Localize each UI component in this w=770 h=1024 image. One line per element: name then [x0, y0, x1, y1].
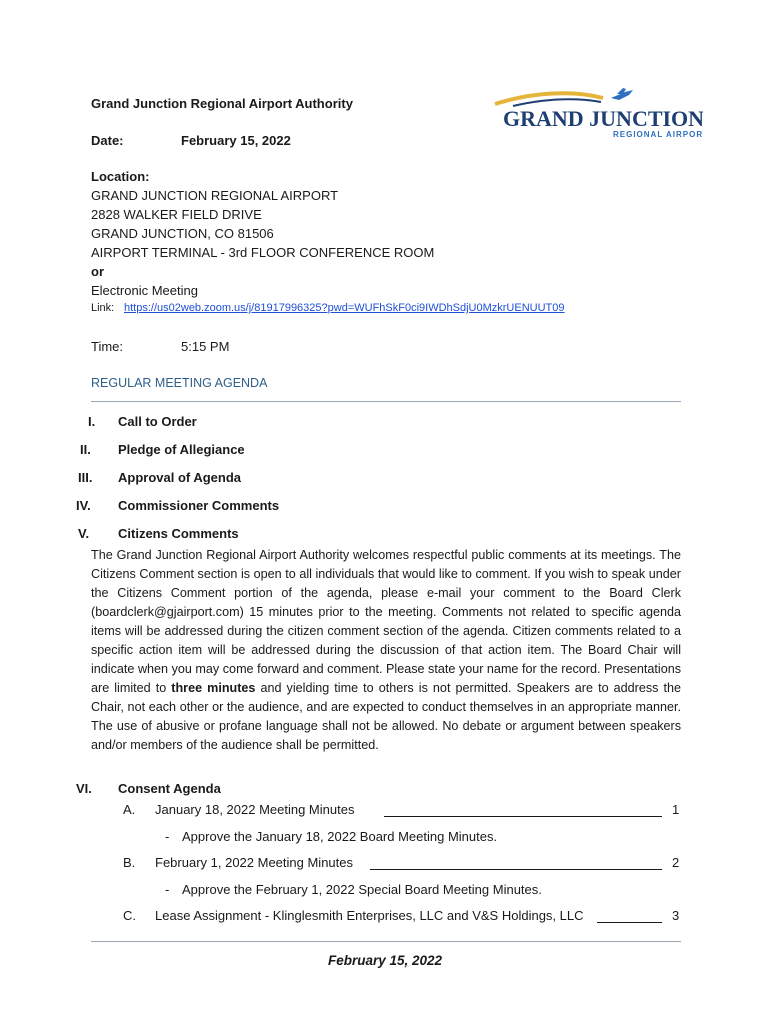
item-4-label: Commissioner Comments: [118, 498, 280, 513]
item-2-label: Pledge of Allegiance: [118, 442, 245, 457]
time-label: Time:: [91, 339, 124, 354]
zoom-meeting-link[interactable]: https://us02web.zoom.us/j/81917996325?pwd=WUFhSkF0ci9IWDhSdjU0MzkrUENUUT09: [124, 302, 565, 314]
item-3-number: III.: [78, 470, 93, 485]
subitem-b-page: 2: [672, 855, 680, 870]
link-label: Link:: [91, 302, 115, 314]
item-2-number: II.: [80, 442, 91, 457]
agenda-title: REGULAR MEETING AGENDA: [91, 376, 268, 390]
item-6-number: VI.: [76, 781, 92, 796]
organization-name: Grand Junction Regional Airport Authority: [91, 96, 353, 111]
citizens-comments-text: [91, 546, 681, 754]
subitem-b-letter: B.: [123, 855, 136, 870]
grand-junction-logo: [493, 86, 703, 140]
location-or: or: [91, 264, 104, 279]
location-line-2: 2828 WALKER FIELD DRIVE: [91, 207, 262, 222]
subitem-b-leader: [370, 869, 662, 870]
subitem-c-leader: [597, 922, 662, 923]
subitem-b-dash: -: [165, 882, 170, 897]
subitem-a-dash: -: [165, 829, 170, 844]
item-6-label: Consent Agenda: [118, 781, 221, 796]
item-1-label: Call to Order: [118, 414, 197, 429]
time-value: 5:15 PM: [181, 339, 230, 354]
subitem-a-note: Approve the January 18, 2022 Board Meeting Minutes.: [182, 829, 498, 844]
item-3-label: Approval of Agenda: [118, 470, 242, 485]
subitem-b-text: February 1, 2022 Meeting Minutes: [155, 855, 353, 870]
subitem-a-letter: A.: [123, 802, 136, 817]
location-line-3: GRAND JUNCTION, CO 81506: [91, 226, 274, 241]
subitem-a-page: 1: [672, 802, 680, 817]
item-5-number: V.: [78, 526, 90, 541]
subitem-a-leader: [384, 816, 662, 817]
item-1-number: I.: [88, 414, 96, 429]
location-line-4: AIRPORT TERMINAL - 3rd FLOOR CONFERENCE ROOM: [91, 245, 435, 260]
logo-line-2: REGIONAL AIRPORT: [613, 130, 703, 139]
footer-date: February 15, 2022: [327, 953, 443, 968]
subitem-a-text: January 18, 2022 Meeting Minutes: [155, 802, 355, 817]
location-label: Location:: [91, 169, 150, 184]
location-line-1: GRAND JUNCTION REGIONAL AIRPORT: [91, 188, 339, 203]
logo-line-1: GRAND JUNCTION: [503, 106, 703, 131]
date-label: Date:: [91, 133, 124, 148]
electronic-meeting: Electronic Meeting: [91, 283, 198, 298]
date-value: February 15, 2022: [181, 133, 291, 148]
citizens-text-part-2: and yielding time to others is not permitted. Speakers are to address the Chair, not each other or the audience, and are expected to conduct themselves in an appropriate manner. The use of abusive or profane language shall not be allowed. No debate or argument between speakers and/or members of the audience shall be permitted.: [91, 680, 681, 752]
item-4-number: IV.: [76, 498, 91, 513]
citizens-text-part-1: The Grand Junction Regional Airport Authority welcomes respectful public comments at its meetings. The Citizens Comment section is open to all individuals that would like to comment. If you wish to speak under the Citizens Comment portion of the agenda, please e-mail your comment to the Board Clerk (boardclerk@gjairport.com) 15 minutes prior to the meeting. Comments not related to specific agenda items will be addressed during the citizen comment section of the agenda. Citizen comments related to a specific action item will be addressed during the discussion of that action item. The Board Chair will indicate when you may come forward and comment. Please state your name for the record. Presentations are limited to: [91, 548, 681, 695]
citizens-text-bold: three minutes: [171, 680, 256, 695]
subitem-c-letter: C.: [123, 908, 136, 923]
agenda-divider: [91, 401, 681, 402]
subitem-c-page: 3: [672, 908, 680, 923]
subitem-b-note: Approve the February 1, 2022 Special Board Meeting Minutes.: [182, 882, 542, 897]
subitem-c-text: Lease Assignment - Klinglesmith Enterprises, LLC and V&S Holdings, LLC: [155, 908, 584, 923]
footer-divider: [91, 941, 681, 942]
item-5-label: Citizens Comments: [118, 526, 239, 541]
